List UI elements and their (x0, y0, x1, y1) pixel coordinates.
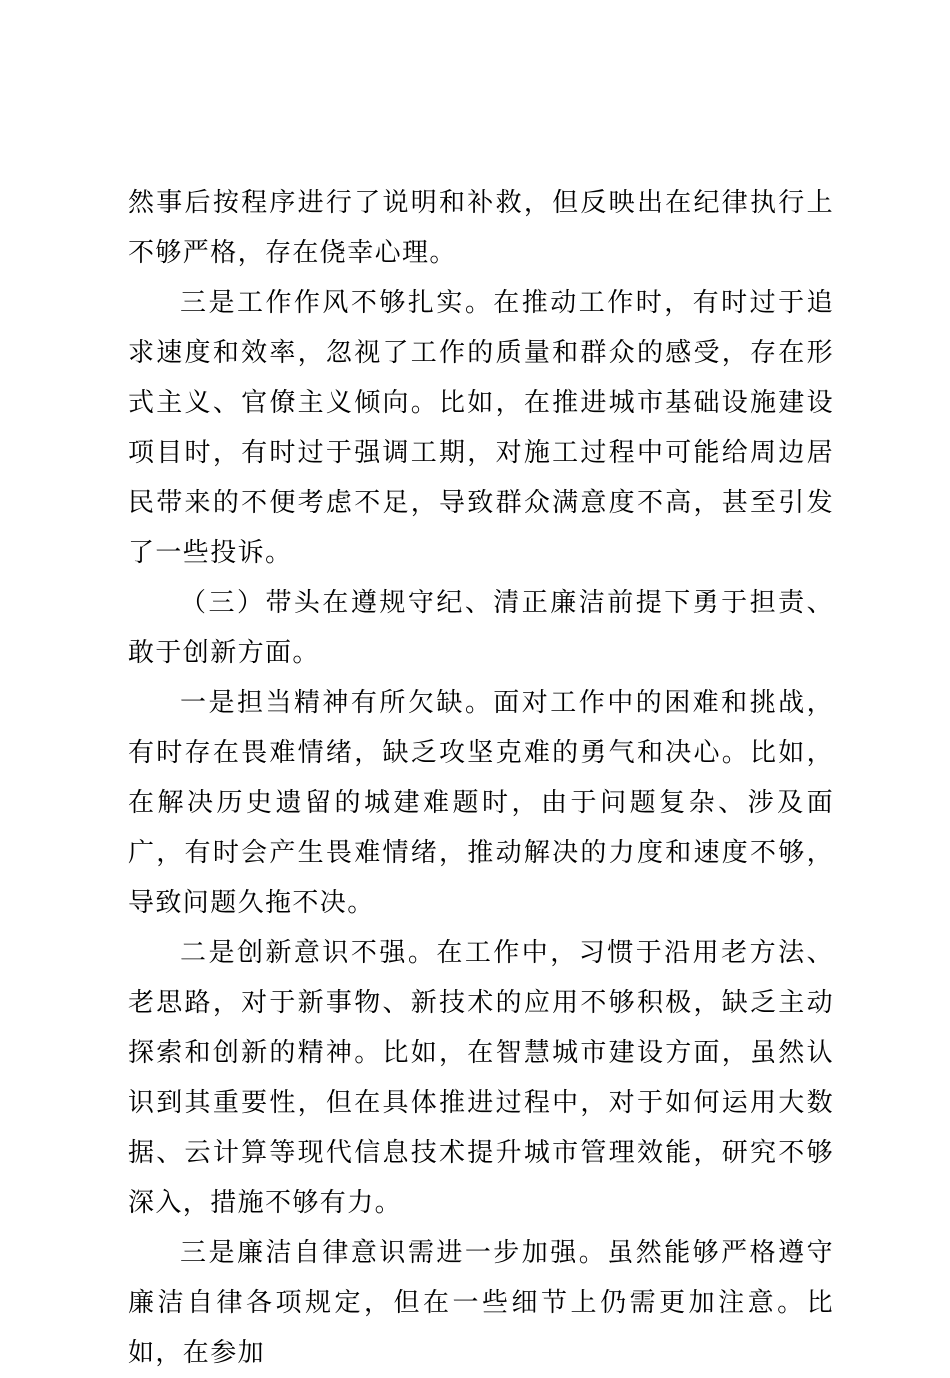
paragraph-integrity: 三是廉洁自律意识需进一步加强。虽然能够严格遵守廉洁自律各项规定，但在一些细节上仍需更加注意。比如，在参加 (128, 1238, 834, 1368)
paragraph-continuation: 然事后按程序进行了说明和补救，但反映出在纪律执行上不够严格，存在侥幸心理。 (128, 188, 834, 268)
paragraph-responsibility: 一是担当精神有所欠缺。面对工作中的困难和挑战，有时存在畏难情绪，缺乏攻坚克难的勇气和决心。比如，在解决历史遗留的城建难题时，由于问题复杂、涉及面广，有时会产生畏难情绪，推动解决的力度和速度不够，导致问题久拖不决。 (128, 688, 834, 918)
paragraph-work-style: 三是工作作风不够扎实。在推动工作时，有时过于追求速度和效率，忽视了工作的质量和群众的感受，存在形式主义、官僚主义倾向。比如，在推进城市基础设施建设项目时，有时过于强调工期，对施工过程中可能给周边居民带来的不便考虑不足，导致群众满意度不高，甚至引发了一些投诉。 (128, 288, 834, 568)
paragraph-innovation: 二是创新意识不强。在工作中，习惯于沿用老方法、老思路，对于新事物、新技术的应用不够积极，缺乏主动探索和创新的精神。比如，在智慧城市建设方面，虽然认识到其重要性，但在具体推进过程中，对于如何运用大数据、云计算等现代信息技术提升城市管理效能，研究不够深入，措施不够有力。 (128, 938, 834, 1218)
document-body (128, 178, 834, 1378)
section-heading-three: （三）带头在遵规守纪、清正廉洁前提下勇于担责、敢于创新方面。 (128, 588, 834, 668)
